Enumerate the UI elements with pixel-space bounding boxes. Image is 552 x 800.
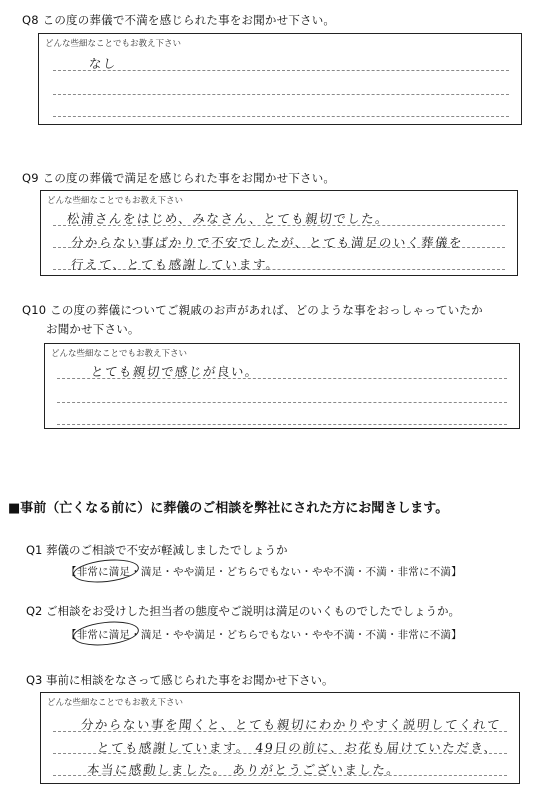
answer-hint: どんな些細なことでもお教え下さい <box>51 349 188 359</box>
q8-label: Q8 この度の葬儀で不満を感じられた事をお聞かせ下さい。 <box>22 13 336 27</box>
q10-label-line-1: Q10 この度の葬儀についてご親戚のお声があれば、どのような事をおっしゃっていたか <box>22 303 483 317</box>
answer-hint: どんな些細なことでもお教え下さい <box>47 698 184 708</box>
answer-hint: どんな些細なことでもお教え下さい <box>45 39 182 49</box>
answer-hint: どんな些細なことでもお教え下さい <box>47 196 184 206</box>
answer-line <box>57 402 507 403</box>
q10-label-line-2: お聞かせ下さい。 <box>46 322 140 336</box>
pre-q3-label: Q3 事前に相談をなさって感じられた事をお聞かせ下さい。 <box>26 673 334 687</box>
pre-q3-answer-line-1: 分からない事を聞くと、とても親切にわかりやすく説明してくれて <box>80 717 502 732</box>
section-title: ■事前（亡くなる前に）に葬儀のご相談を弊社にされた方にお聞きします。 <box>8 501 449 516</box>
q8-answer-line-1: なし <box>88 56 118 71</box>
pre-q2-selected-circle <box>72 619 140 649</box>
q9-answer-line-3: 行えて、とても感謝しています。 <box>70 257 281 272</box>
q9-answer-line-2: 分からない事ばかりで不安でしたが、とても満足のいく葬儀を <box>70 235 464 250</box>
pre-q1-label: Q1 葬儀のご相談で不安が軽減しましたでしょうか <box>26 543 288 557</box>
answer-line <box>53 116 509 117</box>
pre-q3-answer-box <box>40 692 520 784</box>
q9-answer-box <box>40 190 518 276</box>
answer-line <box>53 70 509 71</box>
answer-line <box>53 94 509 95</box>
answer-line <box>57 424 507 425</box>
pre-q1-selected-circle <box>72 557 140 586</box>
pre-q2-scale: 【非常に満足・満足・やや満足・どちらでもない・やや不満・不満・非常に不満】 <box>66 629 462 641</box>
pre-q3-answer-line-3: 本当に感動しました。 ありがとうございました。 <box>86 762 402 777</box>
pre-q3-answer-line-2: とても感謝しています。 49日の前に、お花も届けていただき、 <box>96 740 499 755</box>
pre-q1-scale: 【非常に満足・満足・やや満足・どちらでもない・やや不満・不満・非常に不満】 <box>66 566 462 578</box>
q8-answer-box <box>38 33 522 125</box>
pre-q2-label: Q2 ご相談をお受けした担当者の態度やご説明は満足のいくものでしたでしょうか。 <box>26 604 461 618</box>
q10-answer-box <box>44 343 520 429</box>
q10-answer-line-1: とても親切で感じが良い。 <box>90 364 260 379</box>
q9-answer-line-1: 松浦さんをはじめ、みなさん、とても親切でした。 <box>66 211 391 226</box>
q9-label: Q9 この度の葬儀で満足を感じられた事をお聞かせ下さい。 <box>22 171 336 185</box>
